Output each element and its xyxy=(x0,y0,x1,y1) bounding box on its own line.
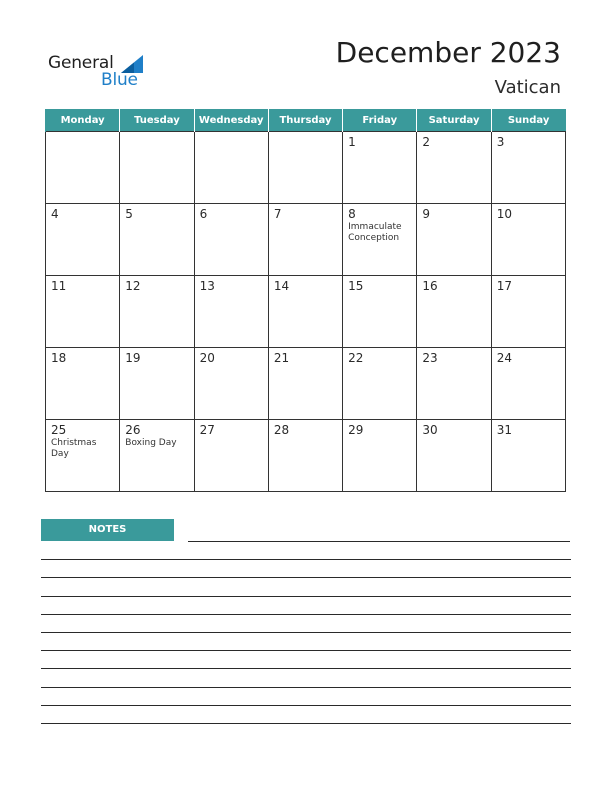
weekday-header-row xyxy=(46,109,566,132)
calendar-day-cell xyxy=(194,420,268,492)
calendar-day-cell xyxy=(194,204,268,276)
weekday-header-tuesday: Tuesday xyxy=(120,109,194,132)
calendar-day-cell xyxy=(120,132,194,204)
notes-line[interactable] xyxy=(41,632,571,633)
day-number: 10 xyxy=(496,207,512,221)
day-number: 18 xyxy=(51,351,67,365)
calendar-day-cell xyxy=(268,276,342,348)
day-number: 20 xyxy=(199,351,215,365)
day-number: 8 xyxy=(348,207,356,221)
calendar-day-cell xyxy=(343,348,417,420)
day-number: 28 xyxy=(273,423,290,437)
notes-label: NOTES xyxy=(41,519,174,541)
day-number: 6 xyxy=(199,207,208,221)
calendar-day-cell xyxy=(417,204,491,276)
calendar-day-cell xyxy=(343,204,417,276)
day-number: 23 xyxy=(422,351,438,365)
weekday-header-saturday: Saturday xyxy=(417,109,491,132)
calendar-day-cell xyxy=(491,132,565,204)
calendar-day-cell xyxy=(491,348,565,420)
holiday-label: Boxing Day xyxy=(125,438,177,448)
calendar-week-row xyxy=(46,204,566,276)
calendar-day-cell xyxy=(194,132,268,204)
calendar-day-cell xyxy=(46,132,120,204)
notes-line[interactable] xyxy=(41,723,571,724)
notes-line[interactable] xyxy=(41,577,571,578)
day-number: 27 xyxy=(199,423,215,437)
general-blue-logo xyxy=(48,53,158,93)
weekday-header-monday: Monday xyxy=(46,109,120,132)
calendar-day-cell xyxy=(491,276,565,348)
calendar-day-cell xyxy=(194,276,268,348)
notes-line[interactable] xyxy=(188,541,570,542)
weekday-header-wednesday: Wednesday xyxy=(194,109,268,132)
calendar-day-cell xyxy=(120,420,194,492)
calendar-day-cell xyxy=(343,132,417,204)
day-number: 19 xyxy=(125,351,141,365)
calendar-day-cell xyxy=(417,276,491,348)
calendar-day-cell xyxy=(491,204,565,276)
day-number: 29 xyxy=(348,423,364,437)
day-number: 7 xyxy=(273,207,282,221)
calendar-day-cell xyxy=(120,204,194,276)
calendar-day-cell xyxy=(268,132,342,204)
day-number: 15 xyxy=(348,279,364,293)
day-number: 12 xyxy=(125,279,141,293)
calendar-day-cell xyxy=(417,132,491,204)
calendar-day-cell xyxy=(268,348,342,420)
notes-line[interactable] xyxy=(41,668,571,669)
calendar-day-cell xyxy=(46,348,120,420)
notes-line[interactable] xyxy=(41,559,571,560)
calendar-day-cell xyxy=(120,348,194,420)
calendar-day-cell xyxy=(46,204,120,276)
notes-line[interactable] xyxy=(41,687,571,688)
logo-text-general: General xyxy=(48,53,114,73)
calendar-day-cell xyxy=(417,348,491,420)
calendar-day-cell xyxy=(46,420,120,492)
day-number: 24 xyxy=(496,351,512,365)
calendar-title: December 2023 xyxy=(335,36,561,69)
weekday-header-sunday: Sunday xyxy=(491,109,565,132)
day-number: 25 xyxy=(51,423,67,437)
calendar-week-row xyxy=(46,420,566,492)
holiday-label: Christmas Day xyxy=(51,438,97,459)
day-number: 30 xyxy=(422,423,438,437)
calendar-day-cell xyxy=(120,276,194,348)
calendar-day-cell xyxy=(268,420,342,492)
day-number: 1 xyxy=(348,135,356,149)
weekday-header-thursday: Thursday xyxy=(268,109,342,132)
calendar-day-cell xyxy=(491,420,565,492)
calendar-week-row xyxy=(46,132,566,204)
calendar-body xyxy=(46,132,566,492)
day-number: 3 xyxy=(496,135,505,149)
notes-line[interactable] xyxy=(41,614,571,615)
notes-line[interactable] xyxy=(41,596,571,597)
day-number: 17 xyxy=(496,279,512,293)
calendar-day-cell xyxy=(46,276,120,348)
day-number: 26 xyxy=(125,423,141,437)
day-number: 11 xyxy=(51,279,67,293)
calendar-day-cell xyxy=(417,420,491,492)
weekday-header-friday: Friday xyxy=(343,109,417,132)
day-number: 5 xyxy=(125,207,133,221)
calendar-subtitle: Vatican xyxy=(494,77,561,98)
holiday-label: Immaculate Conception xyxy=(348,222,402,243)
logo-text-blue: Blue xyxy=(101,70,138,90)
notes-line[interactable] xyxy=(41,705,571,706)
day-number: 31 xyxy=(496,423,512,437)
month-calendar-grid xyxy=(45,109,566,492)
day-number: 16 xyxy=(422,279,438,293)
day-number: 2 xyxy=(422,135,431,149)
day-number: 9 xyxy=(422,207,431,221)
notes-line[interactable] xyxy=(41,650,571,651)
day-number: 13 xyxy=(199,279,215,293)
calendar-week-row xyxy=(46,276,566,348)
day-number: 14 xyxy=(273,279,290,293)
day-number: 4 xyxy=(51,207,59,221)
calendar-day-cell xyxy=(343,420,417,492)
day-number: 22 xyxy=(348,351,364,365)
calendar-day-cell xyxy=(268,204,342,276)
calendar-day-cell xyxy=(194,348,268,420)
calendar-week-row xyxy=(46,348,566,420)
calendar-day-cell xyxy=(343,276,417,348)
day-number: 21 xyxy=(273,351,290,365)
